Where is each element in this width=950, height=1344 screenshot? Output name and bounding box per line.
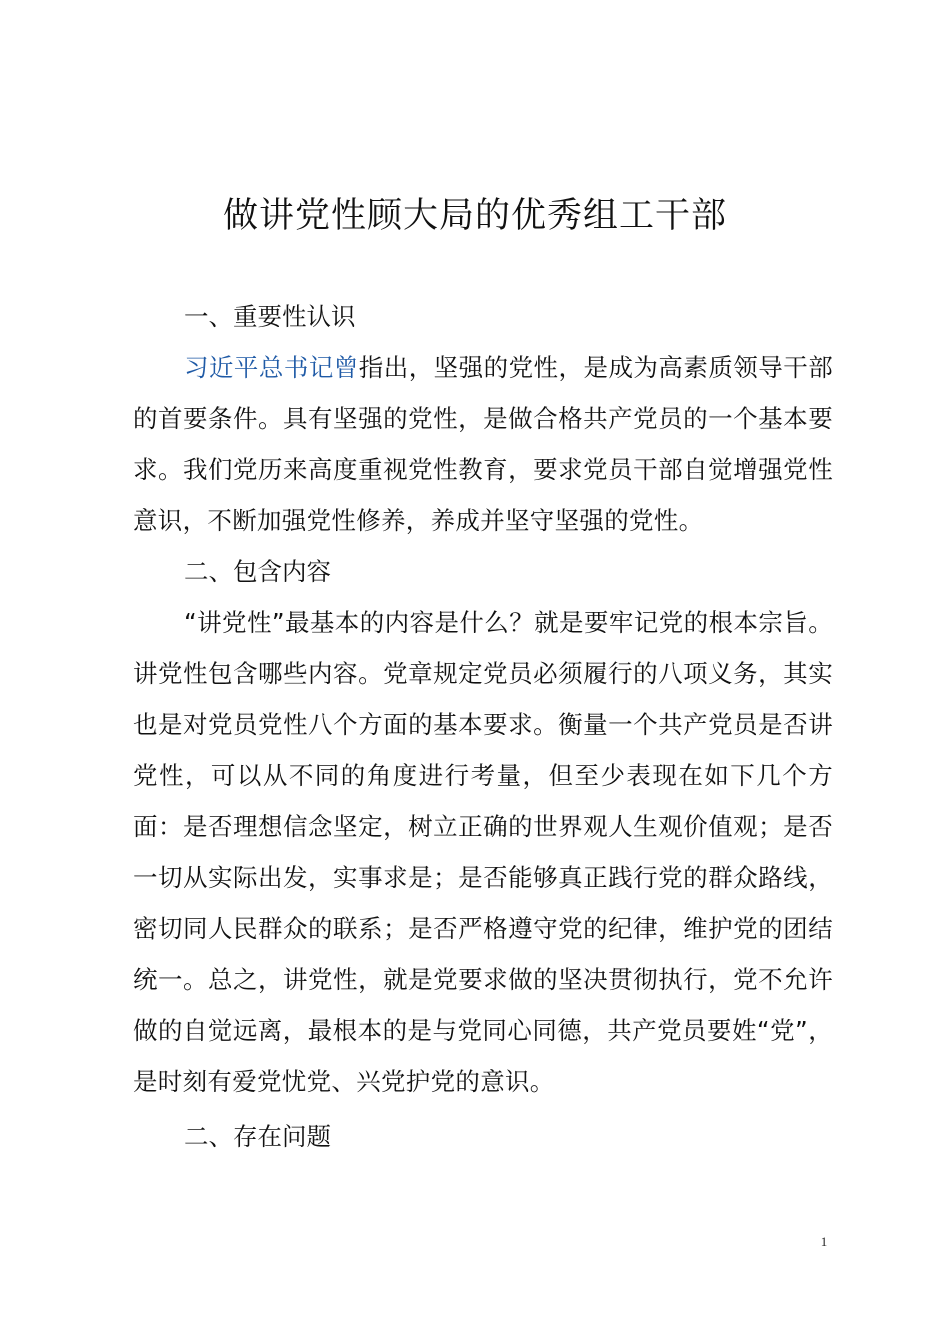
section-heading-problems: 二、存在问题 [184, 1122, 331, 1151]
keyword-link[interactable]: 习近平总书记曾 [184, 353, 359, 382]
page-number: 1 [820, 1234, 828, 1249]
document-title: 做讲党性顾大局的优秀组工干部 [222, 196, 727, 236]
paragraph-content: “讲党性”最基本的内容是什么？就是要牢记党的根本宗旨。讲党性包含哪些内容。党章规定党员必须履行的八项义务，其实也是对党员党性八个方面的基本要求。衡量一个共产党员是否讲党性，可以从不同的角度进行考量，但至少表现在如下几个方面：是否理想信念坚定，树立正确的世界观人生观价值观；是否一切从实际出发，实事求是；是否能够真正践行党的群众路线，密切同人民群众的联系；是否严格遵守党的纪律，维护党的团结统一。总之，讲党性，就是党要求做的坚决贯彻执行，党不允许做的自觉远离，最根本的是与党同心同德，共产党员要姓“党”，是时刻有爱党忧党、兴党护党的意识。 [133, 608, 833, 1096]
section-heading-content: 二、包含内容 [184, 557, 331, 586]
paragraph-importance [133, 342, 833, 546]
section-heading-importance: 一、重要性认识 [184, 302, 356, 331]
document-body [133, 291, 833, 1162]
paragraph-importance-text: 指出，坚强的党性，是成为高素质领导干部的首要条件。具有坚强的党性，是做合格共产党员的一个基本要求。我们党历来高度重视党性教育，要求党员干部自觉增强党性意识，不断加强党性修养，养成并坚守坚强的党性。 [133, 353, 833, 535]
